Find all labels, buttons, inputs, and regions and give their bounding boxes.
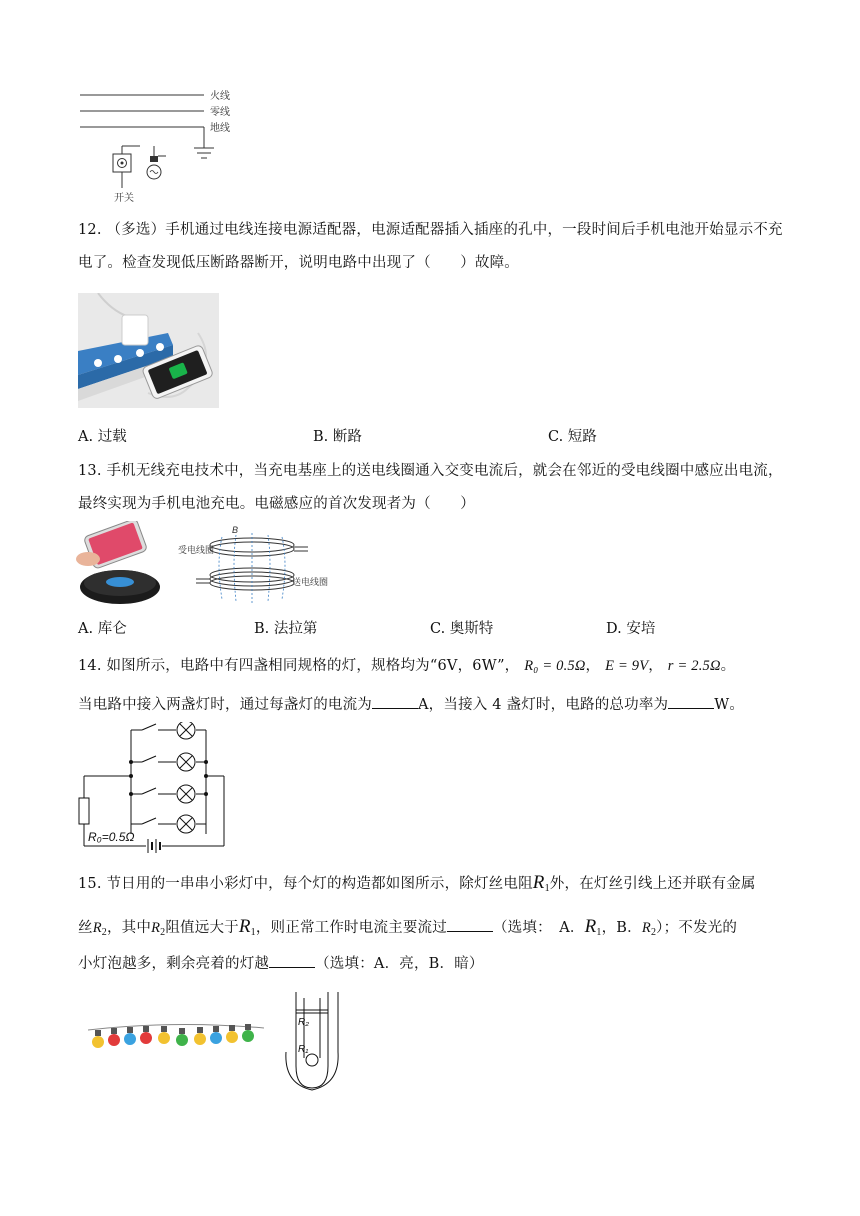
q14-line2-part-c: W。	[714, 697, 745, 713]
r1-symbol: $R_1$	[238, 916, 256, 938]
q15-line2-part-f: ，B．	[601, 920, 642, 936]
q15-blank-2[interactable]	[269, 953, 315, 968]
coil-diagram	[176, 523, 336, 607]
r1-symbol: $R_1$	[584, 916, 602, 938]
q15-line3-part-a: 小灯泡越多，剩余亮着的灯越	[78, 956, 270, 972]
r2-symbol: $R_2$	[641, 920, 657, 938]
q13-option-d[interactable]: D. 安培	[606, 621, 656, 637]
question-14-line-1: 14. 如图所示，电路中有四盏相同规格的灯，规格均为“6V，6W”， R₀ = 0.5Ω， E = 9V， r = 2.5Ω。	[78, 658, 736, 674]
q14-blank-1[interactable]	[372, 694, 418, 709]
q14-blank-2[interactable]	[668, 694, 714, 709]
r2-symbol: $R_2$	[92, 920, 107, 938]
q12-option-a[interactable]: A. 过载	[78, 429, 127, 445]
b-field-label: B	[232, 525, 239, 535]
q13-option-c[interactable]: C. 奥斯特	[430, 621, 494, 637]
r0-label: R₀=0.5Ω	[88, 830, 135, 844]
r2-symbol: $R_2$	[151, 920, 166, 938]
internal-resistance-equation: r = 2.5Ω	[667, 658, 721, 674]
string-lights-illustration	[88, 1016, 264, 1058]
q14-intro: 14. 如图所示，电路中有四盏相同规格的灯，规格均为“6V，6W”，	[78, 658, 520, 674]
question-14-line-2	[78, 689, 784, 722]
neutral-wire-label: 零线	[210, 107, 230, 118]
wiring-diagram	[76, 84, 246, 206]
q14-line2-part-b: A，当接入 4 盏灯时，电路的总功率为	[418, 697, 669, 713]
question-15-line-3	[78, 948, 784, 981]
q12-option-b[interactable]: B. 断路	[313, 429, 362, 445]
r0-equation: R₀ = 0.5Ω	[524, 658, 586, 674]
lamp-icon	[177, 815, 195, 833]
q15-line2-part-e: （选填： A．	[492, 920, 585, 936]
lamp-circuit-diagram	[76, 722, 232, 856]
bulb-r2-label: R₂	[298, 1017, 310, 1028]
q12-option-c[interactable]: C. 短路	[548, 429, 597, 445]
question-15-line-2	[78, 910, 784, 949]
q13-option-a[interactable]: A. 库仑	[78, 621, 127, 637]
ground-wire-label: 地线	[210, 123, 230, 134]
lamp-icon	[177, 722, 195, 739]
receive-coil-label: 受电线圈	[178, 545, 215, 555]
r1-symbol: $R_1$	[532, 872, 550, 894]
wireless-charging-photo	[76, 521, 160, 607]
charger-power-strip-photo	[78, 293, 219, 408]
q15-line3-part-b: （选填：A．亮，B．暗）	[315, 956, 484, 972]
q15-line2-part-d: ，则正常工作时电流主要流过	[255, 920, 447, 936]
emf-equation: E = 9V	[605, 658, 649, 674]
q15-blank-1[interactable]	[447, 917, 493, 932]
lamp-icon	[177, 785, 195, 803]
q15-line2-part-b: ，其中	[106, 920, 152, 936]
switch-label: 开关	[114, 193, 134, 204]
bulb-r1-label: R₁	[298, 1044, 309, 1055]
question-12-text: 12. （多选）手机通过电线连接电源适配器，电源适配器插入插座的孔中，一段时间后手机电池开始显示不充电了。检查发现低压断路器断开，说明电路中出现了（ ）故障。	[78, 222, 783, 271]
question-15-line-1	[78, 866, 784, 905]
resistor-r0	[79, 798, 89, 824]
bulb-structure-diagram	[282, 992, 342, 1092]
question-13-text: 13. 手机无线充电技术中，当充电基座上的送电线圈通入交变电流后，就会在邻近的受电线圈中感应出电流，最终实现为手机电池充电。电磁感应的首次发现者为（ ）	[78, 463, 783, 512]
q15-line1-part-a: 15. 节日用的一串串小彩灯中，每个灯的构造都如图所示，除灯丝电阻	[78, 876, 533, 892]
q13-option-b[interactable]: B. 法拉第	[254, 621, 318, 637]
q15-line2-part-g: ）；不发光的	[656, 920, 738, 936]
q15-line1-part-b: 外，在灯丝引线上还并联有金属	[549, 876, 756, 892]
send-coil-label: 送电线圈	[292, 577, 329, 587]
lamp-icon	[177, 753, 195, 771]
q15-line2-part-c: 阻值远大于	[165, 920, 239, 936]
live-wire-label: 火线	[210, 91, 230, 102]
q15-line2-part-a: 丝	[78, 920, 93, 936]
q14-line2-part-a: 当电路中接入两盏灯时，通过每盏灯的电流为	[78, 697, 372, 713]
